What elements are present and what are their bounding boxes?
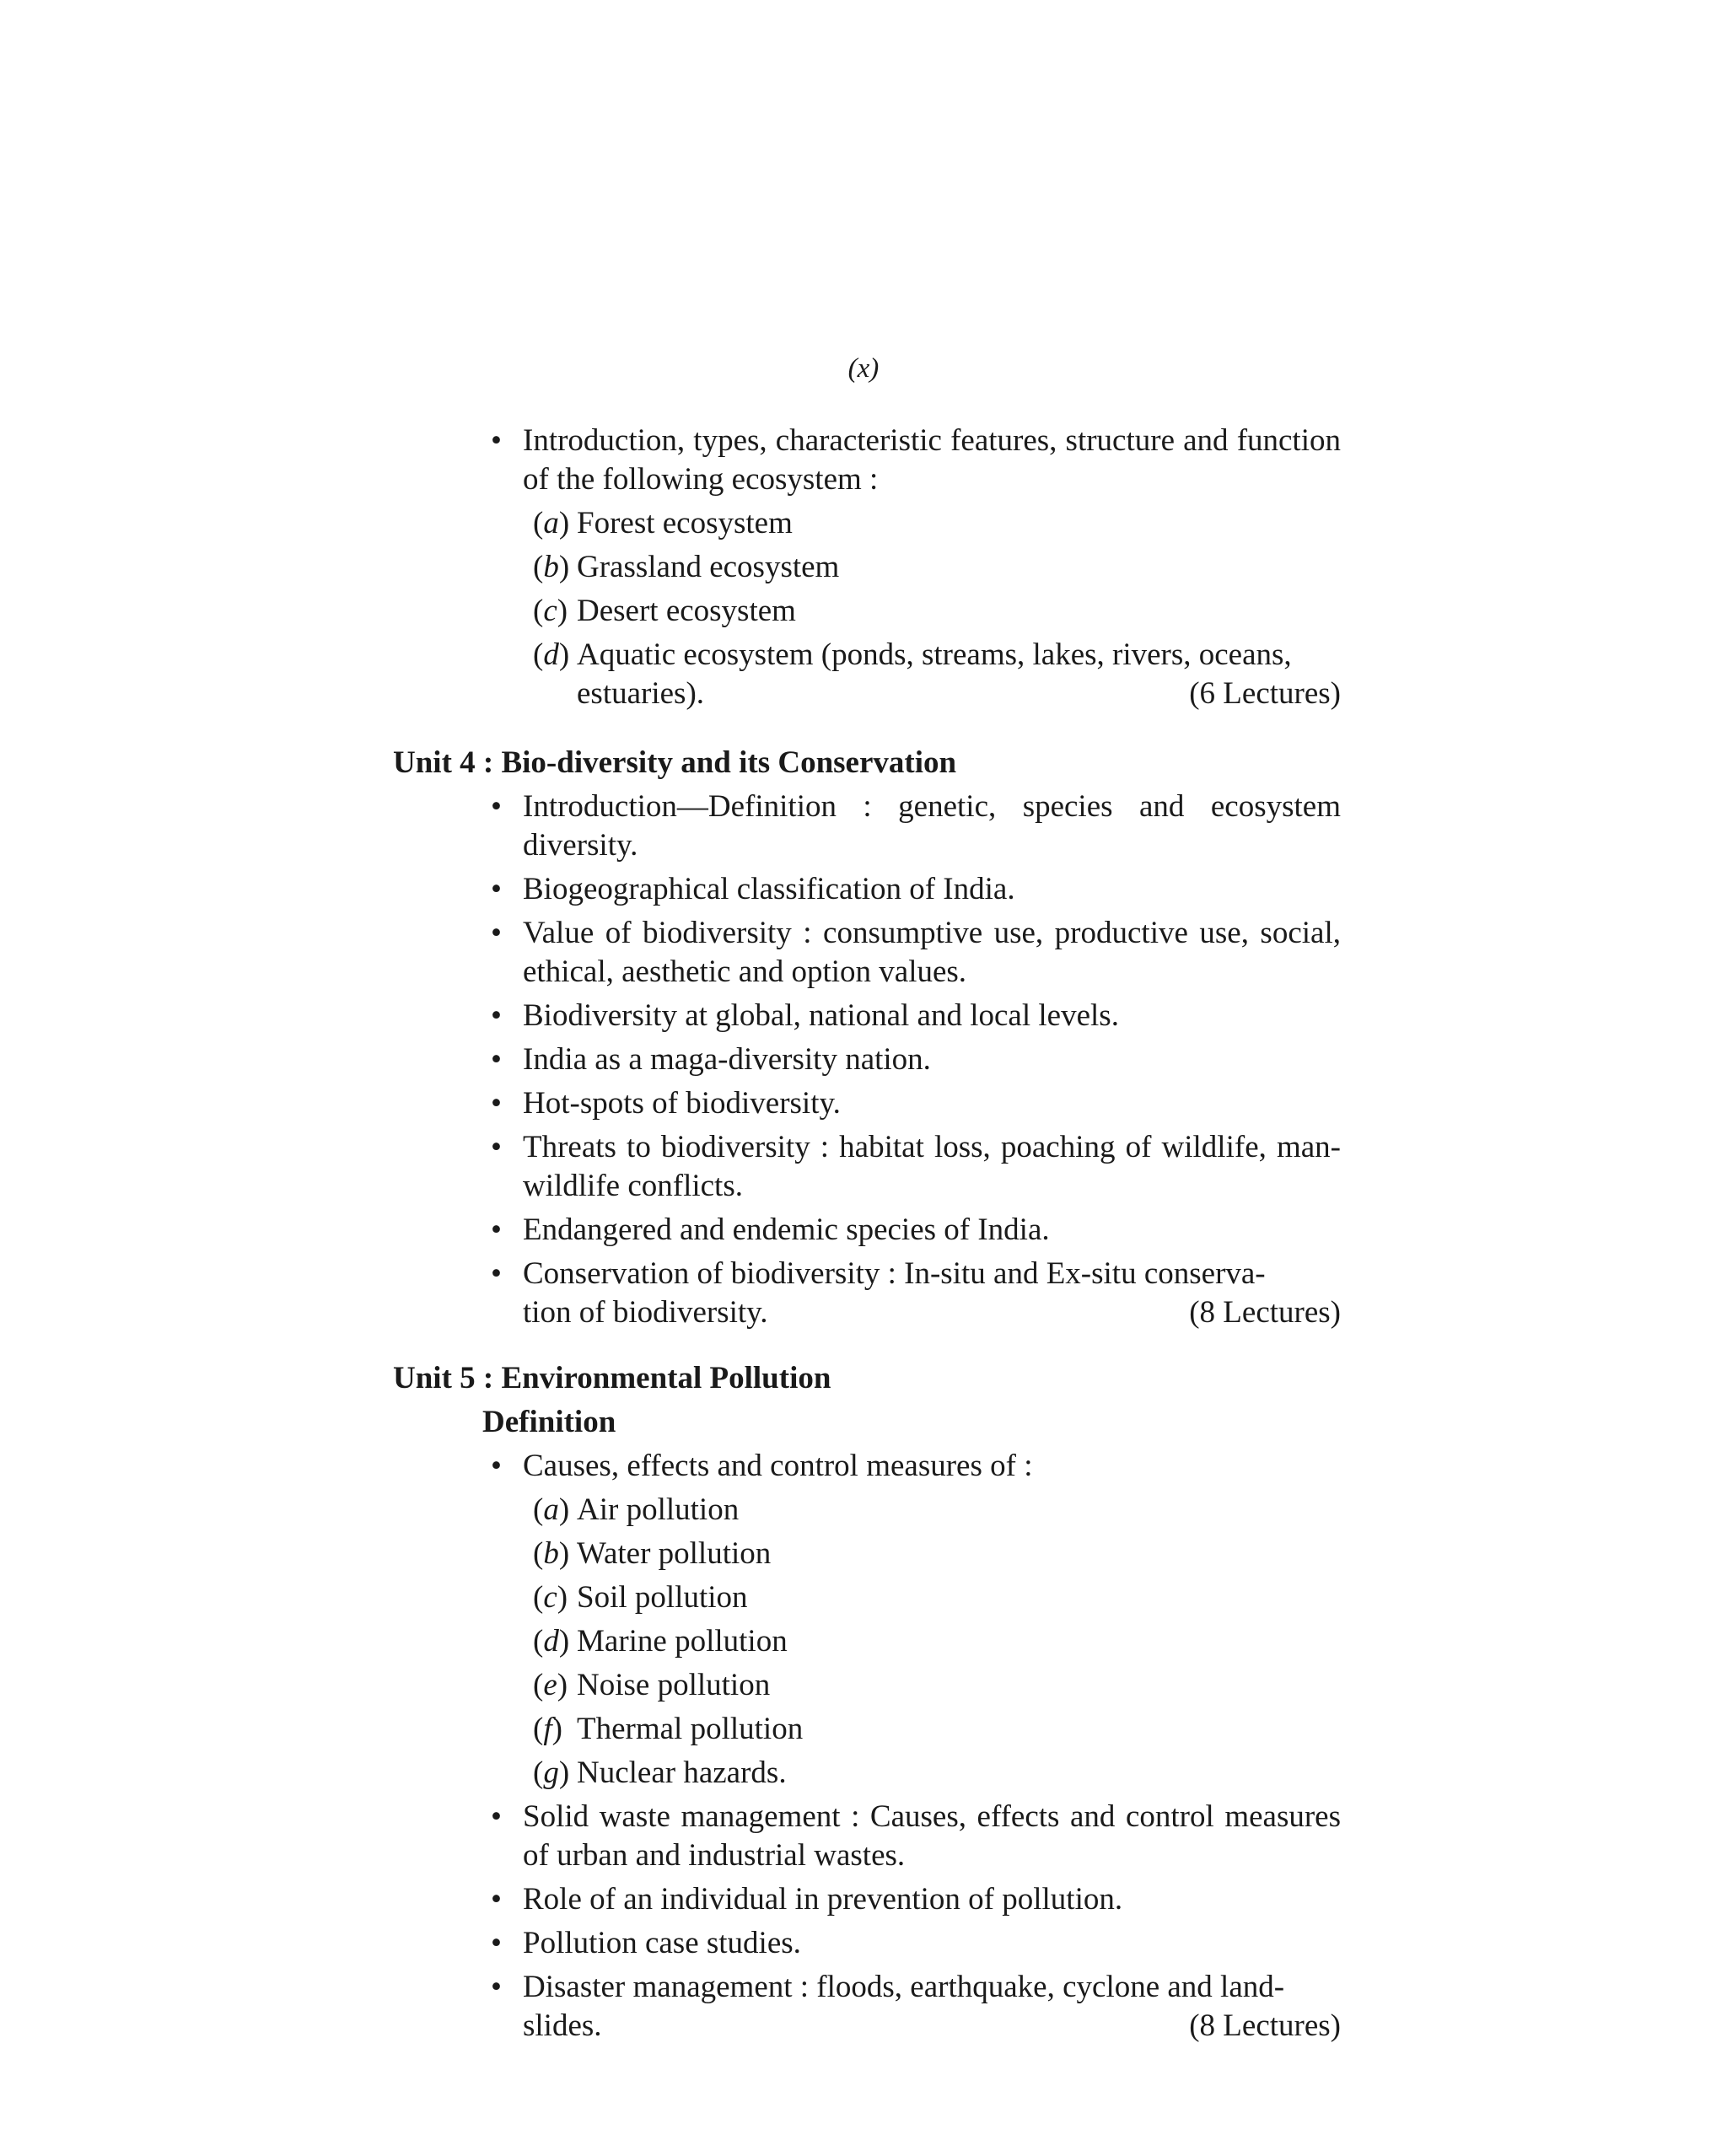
bullet-item: [491, 1798, 1341, 1875]
bullet-text: Introduction—Definition : genetic, species and ecosystem diversity.: [523, 789, 1341, 863]
item-text: Grassland ecosystem: [577, 550, 840, 584]
list-item: (e) Noise pollution: [533, 1668, 771, 1702]
lectures-count: (8 Lectures): [1189, 2008, 1341, 2043]
bullet-text: Value of biodiversity : consumptive use, productive use, social, ethical, aesthetic and option values.: [523, 916, 1341, 989]
list-item: (d) Marine pollution: [533, 1624, 788, 1659]
bullet-item: [491, 1880, 1341, 1919]
bullet-text-continued: slides.: [523, 2008, 602, 2043]
bullet-text: Pollution case studies.: [523, 1926, 801, 1960]
bullet-item: [491, 788, 1341, 865]
bullet-text: Threats to biodiversity : habitat loss, poaching of wildlife, man-wildlife conflicts.: [523, 1130, 1341, 1203]
bullet-text: Hot-spots of biodiversity.: [523, 1086, 841, 1121]
item-text: Aquatic ecosystem (ponds, streams, lakes, rivers, oceans,: [577, 637, 1292, 672]
item-text-continued: estuaries).: [577, 676, 705, 711]
ecosystem-section: [0, 422, 1727, 718]
item-label: e: [543, 1668, 557, 1702]
bullet-item: [491, 1084, 1341, 1123]
item-label: a: [543, 506, 559, 540]
item-text: Nuclear hazards.: [577, 1755, 787, 1790]
bullet-icon: •: [491, 1799, 502, 1834]
bullet-icon: •: [491, 1449, 502, 1483]
bullet-item: [491, 422, 1341, 499]
item-text: Desert ecosystem: [577, 594, 796, 628]
item-label: g: [543, 1755, 559, 1790]
bullet-text: Conservation of biodiversity : In-situ and Ex-situ conserva-: [523, 1256, 1266, 1291]
bullet-text: Introduction, types, characteristic features, structure and function of the following ecosystem :: [523, 423, 1341, 497]
list-item: (a) Forest ecosystem: [533, 506, 793, 540]
list-item: (a) Air pollution: [533, 1492, 740, 1527]
bullet-item: [491, 1447, 1341, 1486]
bullet-item: [491, 1968, 1341, 2046]
item-text: Noise pollution: [577, 1668, 771, 1702]
list-item: (b) Water pollution: [533, 1536, 772, 1571]
lectures-count: (8 Lectures): [1189, 1295, 1341, 1330]
bullet-text: India as a maga-diversity nation.: [523, 1042, 931, 1077]
item-text: Thermal pollution: [577, 1712, 804, 1746]
bullet-item: [491, 1128, 1341, 1206]
bullet-icon: •: [491, 789, 502, 824]
definition-heading: Definition: [482, 1405, 616, 1439]
bullet-icon: •: [491, 1086, 502, 1121]
bullet-text: Biodiversity at global, national and local levels.: [523, 998, 1119, 1033]
bullet-icon: •: [491, 1130, 502, 1164]
bullet-icon: •: [491, 1256, 502, 1291]
bullet-icon: •: [491, 1882, 502, 1917]
bullet-item: [491, 914, 1341, 992]
bullet-text: Causes, effects and control measures of :: [523, 1449, 1033, 1483]
bullet-item: [491, 1255, 1341, 1332]
item-text: Water pollution: [577, 1536, 772, 1571]
list-item: (g) Nuclear hazards.: [533, 1755, 787, 1790]
bullet-item: [491, 1924, 1341, 1963]
bullet-text: Biogeographical classification of India.: [523, 872, 1015, 906]
bullet-text: Role of an individual in prevention of pollution.: [523, 1882, 1123, 1917]
unit4-section: [0, 727, 1727, 1337]
unit4-heading: Unit 4 : Bio-diversity and its Conservation: [393, 745, 957, 780]
bullet-icon: •: [491, 872, 502, 906]
list-item: (f) Thermal pollution: [533, 1712, 804, 1746]
item-label: d: [543, 637, 559, 672]
unit5-heading: Unit 5 : Environmental Pollution: [393, 1361, 831, 1395]
item-text: Marine pollution: [577, 1624, 788, 1659]
bullet-icon: •: [491, 1970, 502, 2004]
bullet-icon: •: [491, 1926, 502, 1960]
item-label: c: [543, 1580, 557, 1615]
item-text: Air pollution: [577, 1492, 740, 1527]
bullet-text: Solid waste management : Causes, effects and control measures of urban and industrial wastes.: [523, 1799, 1341, 1873]
item-label: f: [543, 1712, 552, 1746]
bullet-item: [491, 1040, 1341, 1079]
item-label: d: [543, 1624, 559, 1659]
bullet-item: [491, 997, 1341, 1035]
item-label: b: [543, 1536, 559, 1571]
item-label: c: [543, 594, 557, 628]
item-text: Soil pollution: [577, 1580, 748, 1615]
bullet-icon: •: [491, 423, 502, 458]
bullet-icon: •: [491, 998, 502, 1033]
bullet-item: [491, 1211, 1341, 1250]
bullet-icon: •: [491, 1042, 502, 1077]
bullet-text-continued: tion of biodiversity.: [523, 1295, 768, 1330]
list-item: (c) Desert ecosystem: [533, 594, 796, 628]
list-item: (b) Grassland ecosystem: [533, 550, 840, 584]
item-label: a: [543, 1492, 559, 1527]
bullet-text: Endangered and endemic species of India.: [523, 1212, 1050, 1247]
bullet-text: Disaster management : floods, earthquake, cyclone and land-: [523, 1970, 1285, 2004]
page-number: (x): [847, 353, 880, 384]
lectures-count: (6 Lectures): [1189, 676, 1341, 711]
bullet-item: [491, 870, 1341, 909]
list-item: (d) Aquatic ecosystem (ponds, streams, lakes, rivers, oceans, estuaries). (6 Lectures): [533, 636, 1341, 713]
item-text: Forest ecosystem: [577, 506, 793, 540]
list-item: (c) Soil pollution: [533, 1580, 748, 1615]
item-label: b: [543, 550, 559, 584]
bullet-icon: •: [491, 1212, 502, 1247]
unit5-section: [0, 1342, 1727, 2051]
bullet-icon: •: [491, 916, 502, 950]
